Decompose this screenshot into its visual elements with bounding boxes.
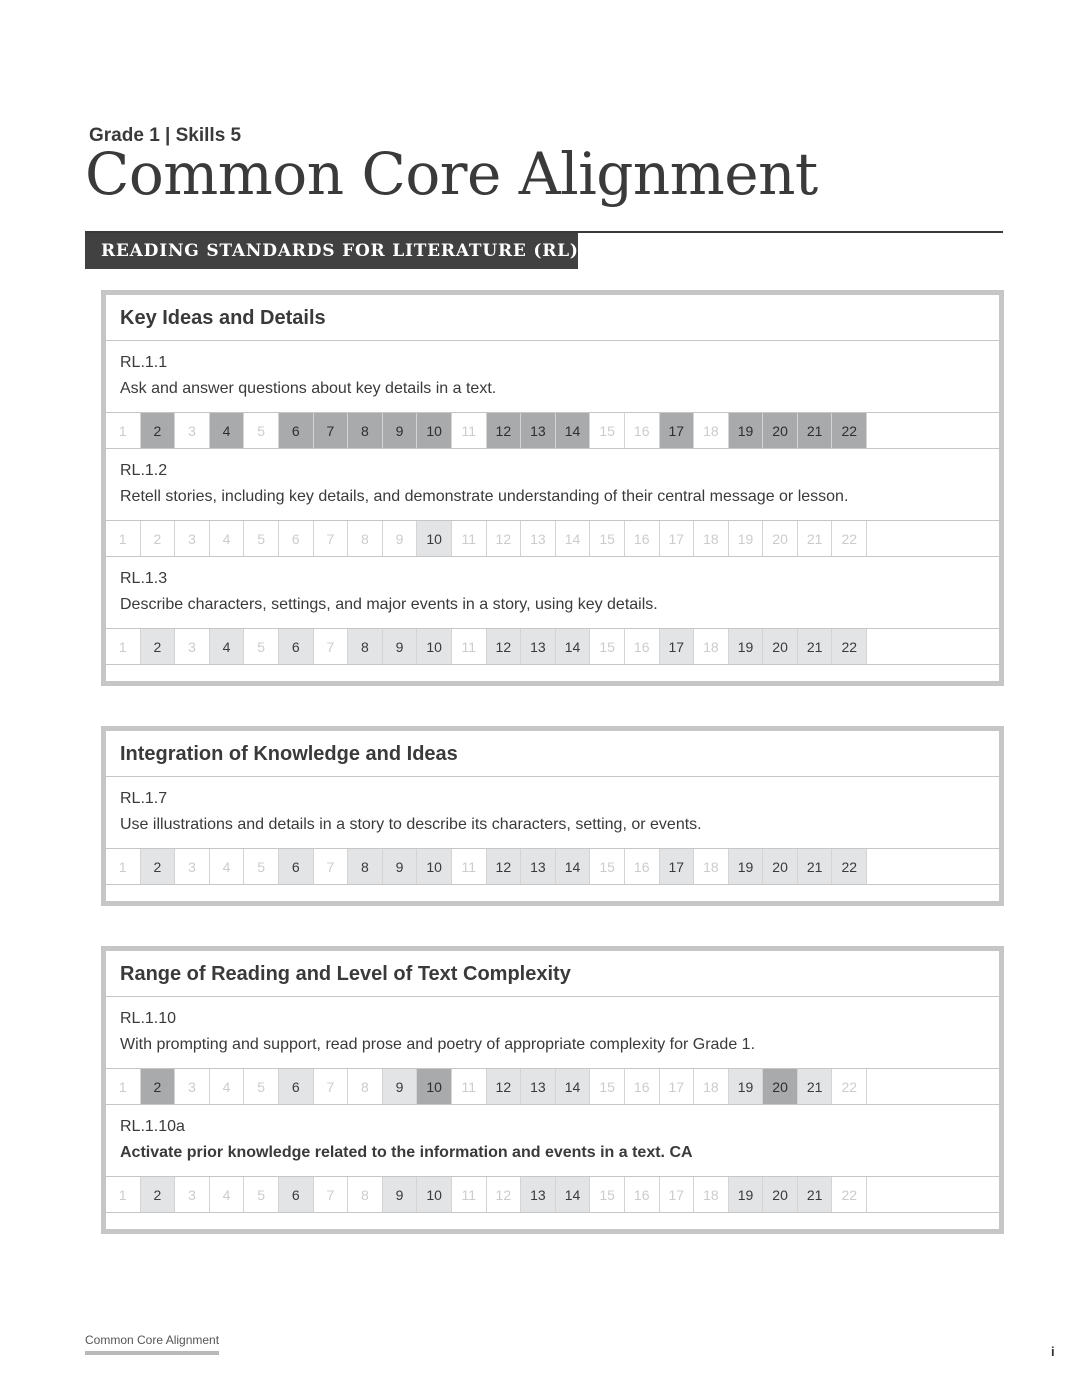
lesson-cell: 3 — [175, 629, 210, 664]
lesson-cell: 14 — [556, 849, 591, 884]
lesson-cell: 6 — [279, 1069, 314, 1104]
lesson-cell: 10 — [417, 1177, 452, 1212]
lesson-cell: 22 — [832, 1177, 867, 1212]
lesson-cell: 17 — [660, 1069, 695, 1104]
section-banner: READING STANDARDS FOR LITERATURE (RL) — [85, 233, 578, 269]
lesson-cells-row — [106, 1177, 999, 1213]
lesson-cell: 10 — [417, 1069, 452, 1104]
lesson-cell: 13 — [521, 629, 556, 664]
lesson-cell: 17 — [660, 521, 695, 556]
lesson-cell: 2 — [141, 849, 176, 884]
lesson-cell: 2 — [141, 629, 176, 664]
lesson-cell: 19 — [729, 629, 764, 664]
standards-section — [101, 946, 1004, 1234]
standard-code: RL.1.10 — [120, 1010, 177, 1027]
lesson-cell: 17 — [660, 629, 695, 664]
standard-description: Ask and answer questions about key details in a text. — [120, 380, 497, 397]
lesson-cell: 1 — [106, 413, 141, 448]
row-filler — [867, 629, 999, 664]
lesson-cell: 20 — [763, 1069, 798, 1104]
lesson-cell: 1 — [106, 1069, 141, 1104]
lesson-cell: 13 — [521, 849, 556, 884]
standard-entry — [106, 449, 999, 521]
lesson-cell: 13 — [521, 1177, 556, 1212]
lesson-cell: 12 — [487, 521, 522, 556]
lesson-cell: 9 — [383, 849, 418, 884]
lesson-cell: 15 — [590, 1069, 625, 1104]
lesson-cell: 3 — [175, 521, 210, 556]
lesson-cells-row — [106, 629, 999, 665]
section-title: Integration of Knowledge and Ideas — [106, 731, 999, 777]
lesson-cell: 9 — [383, 521, 418, 556]
footer-label: Common Core Alignment — [85, 1333, 219, 1355]
lesson-cell: 5 — [244, 849, 279, 884]
standard-code: RL.1.7 — [120, 790, 168, 807]
lesson-cell: 16 — [625, 413, 660, 448]
standard-description: Use illustrations and details in a story to describe its characters, setting, or events. — [120, 816, 702, 833]
section-bottom-gap — [106, 1213, 999, 1229]
lesson-cell: 8 — [348, 521, 383, 556]
lesson-cell: 5 — [244, 521, 279, 556]
lesson-cell: 21 — [798, 849, 833, 884]
lesson-cell: 19 — [729, 849, 764, 884]
lesson-cell: 21 — [798, 1069, 833, 1104]
standard-description: Activate prior knowledge related to the information and events in a text. CA — [120, 1144, 693, 1161]
lesson-cell: 3 — [175, 413, 210, 448]
lesson-cell: 9 — [383, 1177, 418, 1212]
lesson-cell: 10 — [417, 629, 452, 664]
lesson-cell: 21 — [798, 413, 833, 448]
standard-entry — [106, 557, 999, 629]
lesson-cell: 6 — [279, 849, 314, 884]
lesson-cell: 18 — [694, 1177, 729, 1212]
lesson-cell: 22 — [832, 521, 867, 556]
lesson-cell: 5 — [244, 1177, 279, 1212]
lesson-cell: 22 — [832, 1069, 867, 1104]
lesson-cell: 16 — [625, 629, 660, 664]
lesson-cell: 14 — [556, 521, 591, 556]
lesson-cell: 6 — [279, 521, 314, 556]
standard-code: RL.1.10a — [120, 1118, 185, 1135]
lesson-cell: 12 — [487, 629, 522, 664]
lesson-cell: 20 — [763, 521, 798, 556]
lesson-cells-row — [106, 521, 999, 557]
lesson-cell: 16 — [625, 521, 660, 556]
lesson-cell: 21 — [798, 629, 833, 664]
lesson-cell: 1 — [106, 1177, 141, 1212]
lesson-cell: 11 — [452, 1177, 487, 1212]
lesson-cell: 8 — [348, 413, 383, 448]
lesson-cells-row — [106, 849, 999, 885]
lesson-cell: 4 — [210, 1069, 245, 1104]
lesson-cell: 7 — [314, 849, 349, 884]
lesson-cell: 14 — [556, 629, 591, 664]
lesson-cell: 11 — [452, 1069, 487, 1104]
lesson-cell: 16 — [625, 849, 660, 884]
lesson-cell: 11 — [452, 849, 487, 884]
section-bottom-gap — [106, 885, 999, 901]
lesson-cell: 1 — [106, 849, 141, 884]
lesson-cell: 14 — [556, 413, 591, 448]
standards-section — [101, 726, 1004, 906]
lesson-cell: 7 — [314, 1177, 349, 1212]
lesson-cell: 7 — [314, 521, 349, 556]
grade-label: Grade 1 | Skills 5 — [89, 125, 242, 146]
row-filler — [867, 413, 999, 448]
lesson-cell: 17 — [660, 849, 695, 884]
lesson-cell: 5 — [244, 629, 279, 664]
standards-section — [101, 290, 1004, 686]
standard-entry — [106, 1105, 999, 1177]
standard-description: Describe characters, settings, and major events in a story, using key details. — [120, 596, 658, 613]
lesson-cell: 11 — [452, 521, 487, 556]
lesson-cell: 19 — [729, 1069, 764, 1104]
lesson-cell: 5 — [244, 1069, 279, 1104]
lesson-cell: 7 — [314, 413, 349, 448]
lesson-cell: 17 — [660, 1177, 695, 1212]
lesson-cell: 12 — [487, 849, 522, 884]
page-number: i — [1051, 1344, 1055, 1359]
lesson-cell: 12 — [487, 1069, 522, 1104]
lesson-cell: 18 — [694, 521, 729, 556]
lesson-cell: 21 — [798, 521, 833, 556]
lesson-cell: 10 — [417, 521, 452, 556]
lesson-cell: 16 — [625, 1069, 660, 1104]
section-title: Range of Reading and Level of Text Complexity — [106, 951, 999, 997]
lesson-cell: 17 — [660, 413, 695, 448]
lesson-cell: 14 — [556, 1177, 591, 1212]
lesson-cell: 8 — [348, 849, 383, 884]
standard-code: RL.1.1 — [120, 354, 168, 371]
lesson-cell: 19 — [729, 413, 764, 448]
lesson-cell: 20 — [763, 629, 798, 664]
standard-description: Retell stories, including key details, and demonstrate understanding of their central message or lesson. — [120, 488, 849, 505]
lesson-cell: 8 — [348, 629, 383, 664]
lesson-cell: 16 — [625, 1177, 660, 1212]
lesson-cell: 19 — [729, 521, 764, 556]
lesson-cell: 6 — [279, 1177, 314, 1212]
lesson-cell: 8 — [348, 1177, 383, 1212]
lesson-cell: 4 — [210, 629, 245, 664]
lesson-cell: 4 — [210, 521, 245, 556]
lesson-cell: 2 — [141, 521, 176, 556]
lesson-cell: 8 — [348, 1069, 383, 1104]
lesson-cell: 6 — [279, 413, 314, 448]
lesson-cell: 22 — [832, 629, 867, 664]
lesson-cell: 15 — [590, 413, 625, 448]
lesson-cell: 2 — [141, 413, 176, 448]
standard-entry — [106, 341, 999, 413]
lesson-cell: 20 — [763, 849, 798, 884]
lesson-cell: 10 — [417, 849, 452, 884]
lesson-cell: 15 — [590, 521, 625, 556]
page-title: Common Core Alignment — [85, 140, 818, 208]
lesson-cell: 9 — [383, 413, 418, 448]
lesson-cell: 3 — [175, 1177, 210, 1212]
lesson-cell: 9 — [383, 629, 418, 664]
lesson-cell: 1 — [106, 629, 141, 664]
lesson-cells-row — [106, 413, 999, 449]
lesson-cell: 13 — [521, 521, 556, 556]
lesson-cell: 11 — [452, 629, 487, 664]
lesson-cell: 21 — [798, 1177, 833, 1212]
lesson-cells-row — [106, 1069, 999, 1105]
lesson-cell: 4 — [210, 413, 245, 448]
row-filler — [867, 849, 999, 884]
lesson-cell: 15 — [590, 1177, 625, 1212]
lesson-cell: 15 — [590, 849, 625, 884]
lesson-cell: 5 — [244, 413, 279, 448]
lesson-cell: 19 — [729, 1177, 764, 1212]
lesson-cell: 15 — [590, 629, 625, 664]
lesson-cell: 18 — [694, 1069, 729, 1104]
lesson-cell: 13 — [521, 1069, 556, 1104]
lesson-cell: 2 — [141, 1177, 176, 1212]
lesson-cell: 4 — [210, 1177, 245, 1212]
lesson-cell: 1 — [106, 521, 141, 556]
lesson-cell: 2 — [141, 1069, 176, 1104]
section-title: Key Ideas and Details — [106, 295, 999, 341]
standard-entry — [106, 997, 999, 1069]
row-filler — [867, 1069, 999, 1104]
row-filler — [867, 1177, 999, 1212]
standard-entry — [106, 777, 999, 849]
lesson-cell: 12 — [487, 1177, 522, 1212]
standard-code: RL.1.2 — [120, 462, 168, 479]
section-bottom-gap — [106, 665, 999, 681]
lesson-cell: 12 — [487, 413, 522, 448]
lesson-cell: 20 — [763, 413, 798, 448]
lesson-cell: 4 — [210, 849, 245, 884]
lesson-cell: 11 — [452, 413, 487, 448]
lesson-cell: 18 — [694, 629, 729, 664]
lesson-cell: 9 — [383, 1069, 418, 1104]
lesson-cell: 20 — [763, 1177, 798, 1212]
lesson-cell: 10 — [417, 413, 452, 448]
standard-code: RL.1.3 — [120, 570, 168, 587]
lesson-cell: 3 — [175, 849, 210, 884]
lesson-cell: 6 — [279, 629, 314, 664]
lesson-cell: 3 — [175, 1069, 210, 1104]
lesson-cell: 13 — [521, 413, 556, 448]
lesson-cell: 18 — [694, 849, 729, 884]
standard-description: With prompting and support, read prose and poetry of appropriate complexity for Grade 1. — [120, 1036, 756, 1053]
row-filler — [867, 521, 999, 556]
lesson-cell: 7 — [314, 1069, 349, 1104]
lesson-cell: 18 — [694, 413, 729, 448]
lesson-cell: 7 — [314, 629, 349, 664]
lesson-cell: 14 — [556, 1069, 591, 1104]
lesson-cell: 22 — [832, 849, 867, 884]
lesson-cell: 22 — [832, 413, 867, 448]
